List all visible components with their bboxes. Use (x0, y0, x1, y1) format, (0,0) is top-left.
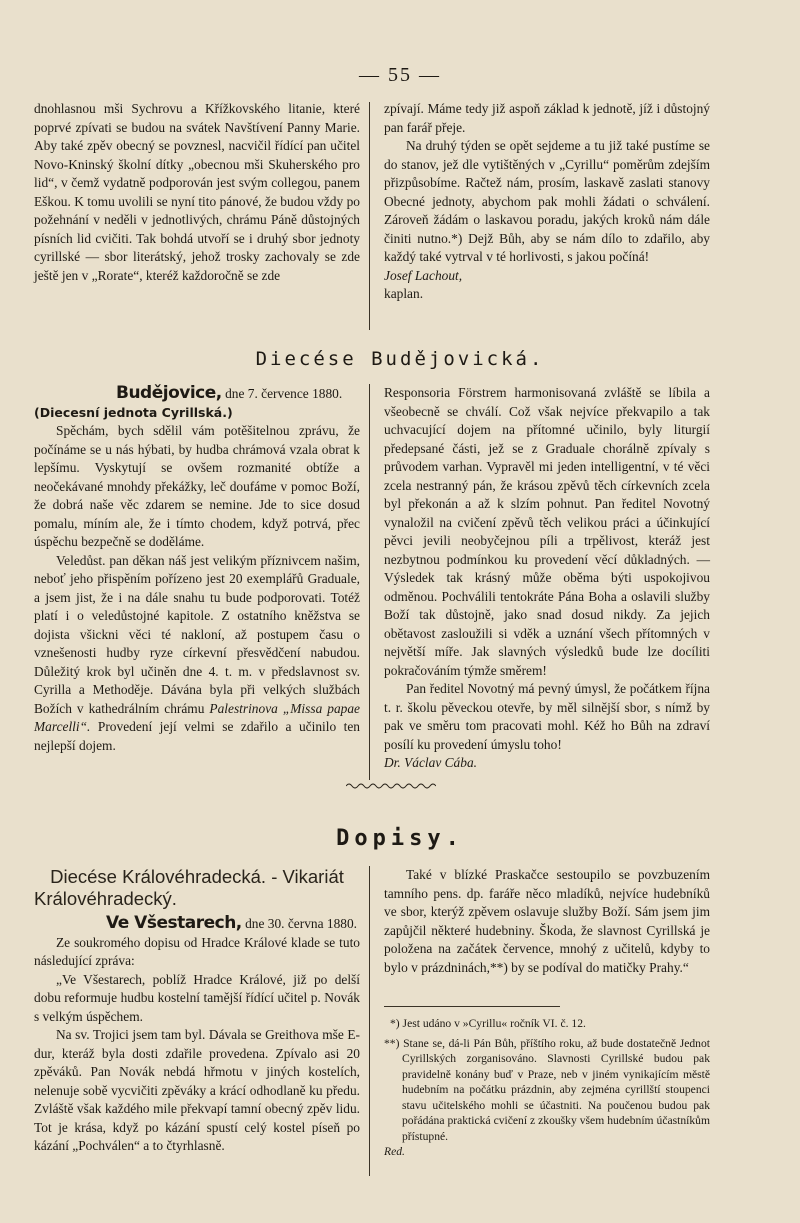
footnotes (384, 1016, 710, 1160)
paragraph: Responsoria Förstrem harmonisovaná zvláště se líbila a všeobecně se chválí. Což však nejvíce překvapilo a tak uchvacující dojem na přítomné učinilo, byly liturgií předepsané části, jež se z Graduale chorálně zpívaly s průvodem varhan. Vypravěl mi jeden intelligentní, v té věci zcela nestranný pán, že krásou zpěvů těch církevních zcela byl překonán a až k slzím pohnut. Pan ředitel Novotný vynaložil na cvičení zpěvů těch velikou práci a účinkující pěvci jevili neobyčejnou píli a trpělivost, kteráž jest nezbytnou podmínkou ku provedení věcí důkladných. — Výsledek tak krásný může oběma býti uspokojivou odměnou. Pochválili tentokráte Pána Boha a oslavili služby Boží tak důstojně, jako snad dosud nikdy. Za jejich obětavost zasloužili si vděk a uznání všech přítomných v největší míře. Jak slavných výsledků bude lze docíliti pokračováním týmže směrem! (384, 385, 710, 678)
dateline-date: dne 30. června 1880. (241, 916, 358, 931)
section-heading-budejovice: Diecése Budějovická. (255, 348, 545, 370)
paragraph-end: Provedení její velmi se zdařilo a učinilo ten nejlepší dojem. (34, 719, 360, 753)
signature: Dr. Václav Cába. (384, 755, 477, 770)
dateline-place: Budějovice, (116, 383, 222, 403)
footnote-rule (384, 1006, 560, 1007)
budejovice-left-column (34, 384, 360, 755)
paragraph: zpívají. Máme tedy již aspoň základ k jednotě, jíž i důstojný pan farář přeje. (384, 101, 710, 135)
footnote-signature: Red. (384, 1145, 405, 1158)
section-heading-dopisy: Dopisy. (336, 826, 464, 851)
column-divider-top (369, 102, 370, 330)
signature-name: Josef Lachout, (384, 267, 463, 283)
dopisy-left-column (34, 866, 360, 1156)
continued-paragraph: dnohlasnou mši Sychrovu a Křížkovského litanie, které poprvé zpívati se budou na svátek Navštívení Panny Marie. Aby také zpěv obecný se povznesl, nacvičil řídící pan učitel Novo-Kninský školní dítky „obecnou mši Skuherského pro lid“, v čemž vydatně podporován jest svým collegou, panem Eškou. K tomu uvolili se nyní tito pánové, že budou vždy po požehnání v neděli v jednotlivých, chrámu Páně důstojných písních lid cvičiti. Tak bohdá utvoří se i druhý sbor jednoty cyrillské — sbor literátský, jehož trosky zachovaly se zde ještě jen v „Rorate“, kteréž každoročně se zde (34, 101, 360, 283)
mass-title: Palestrinova „Missa papae Marcelli“. (34, 700, 360, 734)
dopisy-right-column (384, 866, 710, 977)
column-divider-bottom (369, 866, 370, 1176)
footnote: **) Stane se, dá-li Pán Bůh, příštího roku, až bude dostatečně Jednot Cyrillských zorganisováno. Slavnosti Cyrillské budou pak pravidelně konány buď v Praze, neb v jiném vynikajícím městě hudebním na počátku prázdnin, aby zejména cyrillští stoupenci stavu učitelského mohli se účastniti. Na poučenou budou pak pořádána praktická cvičení z zkoušky všem hudebním účastníkům přístupné. (384, 1036, 710, 1143)
budejovice-right-column (384, 384, 710, 773)
paragraph: Také v blízké Praskačce sestoupilo se povzbuzením tamního pens. dp. faráře něco mladíků, nejvíce hudebníků ve sbor, kterýž zpěvem oslavuje služby Boží. Sám jsem jim zapůjčil některé hudebniny. Škoda, že slavnost Cyrillská je položena na začátek července, mnohý z učitelů, kdyby to bylo v prázdninách,**) by se podíval do matičky Prahy.“ (384, 867, 710, 975)
paragraph: Ze soukromého dopisu od Hradce Králové klade se tuto následující zpráva: (34, 934, 360, 968)
diocese-title: Diecése Královéhradecká. - Vikariát Královéhradecký. (34, 866, 344, 909)
top-right-column (384, 100, 710, 304)
page-number: — 55 — (359, 64, 441, 86)
column-divider-middle (369, 384, 370, 780)
paragraph: Pan ředitel Novotný má pevný úmysl, že počátkem října t. r. školu pěveckou otevře, by měl silnější sbor, s nímž by pak ve směru tom pracovati mohl. Kéž ho Bůh na zdraví posílí ku provedení úmyslu toho! (384, 681, 710, 752)
section-subtitle: (Diecesní jednota Cyrillská.) (34, 404, 233, 420)
paragraph: Na druhý týden se opět sejdeme a tu již také pustíme se do stanov, jež dle vytištěných v „Cyrillu“ poměrům zdejším přizpůsobíme. Račtež nám, prosím, laskavě zaslati stanovy Obecné jednoty, abychom pak mohli žádati o schválení. Zároveň žádám o laskavou poradu, jakých kroků nám dále činiti nutno.*) Dejž Bůh, aby se nám dílo to zdařilo, aby každý také vytrval v té horlivosti, s jakou počíná! (384, 138, 710, 264)
paragraph: „Ve Všestarech, poblíž Hradce Králové, již po delší dobu reformuje hudbu kostelní tamější řídící učitel p. Novák s velkým úspěchem. (34, 971, 360, 1024)
wavy-divider-ornament (346, 782, 436, 790)
paragraph (34, 552, 360, 756)
paragraph: Spěchám, bych sdělil vám potěšitelnou zprávu, že počínáme se u nás hýbati, by hudba chrámová vzala obrat k lepšímu. Vyskytují se ovšem rozmanité obtíže a neočekávané mnohdy překážky, leč doufáme v pomoc Boží, že dobrá naše věc zdarem se nemine. Jde to sice dosud pomalu, míním ale, že i tímto chodem, když potrvá, přec úspěchu bezpečně se doděláme. (34, 423, 360, 549)
paragraph-text: Veledůst. pan děkan náš jest velikým příznivcem našim, neboť jeho přispěním pořízeno jest 20 exemplářů Graduale, a jsem jist, že i na dále snahu tu bude podporovati. Totéž platí i o veledůstojné kapitole. Z ostatního kněžstva se dojista všickni věci té nakloní, až postupem času o vznešenosti hudby ryze církevní přesvědčení nabudou. Důležitý krok byl učiněn dne 4. t. m. v předslavnost sv. Cyrilla a Methoděje. Dávána byla při velkých službách Božích v kathedrálním chrámu (34, 552, 360, 716)
paragraph: Na sv. Trojici jsem tam byl. Dávala se Greithova mše E-dur, kteráž byla dosti zdařile provedena. Zpívalo asi 20 zpěváků. Pan Novák nebdá hřmotu v jiných kostelích, nelenuje sobě vycvičiti zpěváky a krácí odhodlaně ku předu. Zvláště však každého mile překvapí tamní obecný zpěv lidu. Tot je krása, když po kázání spustí celý kostel píseň po kázání „Pochválen“ a to čtyrhlasně. (34, 1027, 360, 1153)
dateline-date: dne 7. července 1880. (221, 386, 343, 401)
signature-title: kaplan. (384, 286, 424, 301)
dateline-place: Ve Všestarech, (106, 913, 242, 933)
top-left-column (34, 100, 360, 285)
footnote: *) Jest udáno v »Cyrillu« ročník VI. č. 12. (390, 1017, 586, 1030)
